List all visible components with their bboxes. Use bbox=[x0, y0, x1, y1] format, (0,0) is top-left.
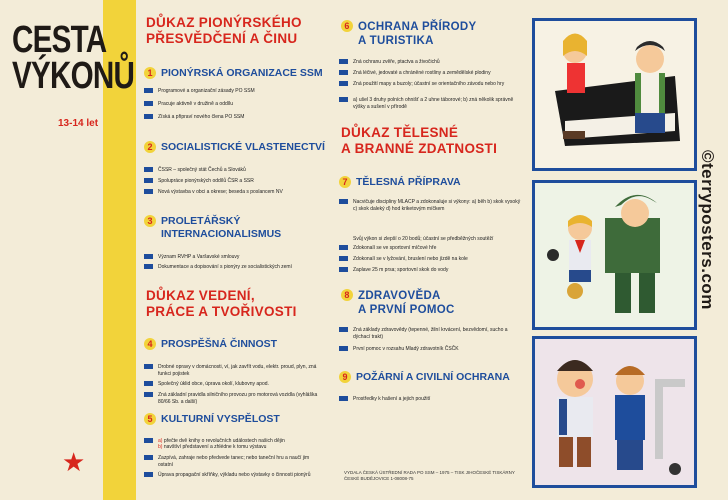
list-item: Zná léčivé, jedovaté a chráněné rostliny a zemědělské plodiny bbox=[339, 70, 523, 77]
section-number: 7 bbox=[339, 176, 351, 188]
list-item: Úprava propagační skříňky, výkladu nebo výstavky o činnosti pionýrů bbox=[144, 472, 323, 479]
list-item: První pomoc v rozsahu Mladý zdravotník ČSČK bbox=[339, 346, 523, 353]
section-label: PIONÝRSKÁ ORGANIZACE SSM bbox=[161, 67, 323, 79]
star-icon: ★ bbox=[62, 447, 86, 477]
section-number: 6 bbox=[341, 20, 353, 32]
list-item: Společný úklid obce, úprava okolí, klubovny apod. bbox=[144, 381, 323, 388]
section-4 bbox=[144, 338, 277, 351]
section-number: 9 bbox=[339, 371, 351, 383]
section-label: POŽÁRNÍ A CIVILNÍ OCHRANA bbox=[356, 371, 510, 383]
age-range: 13-14 let bbox=[58, 118, 99, 129]
section-label: ZDRAVOVĚDA bbox=[358, 290, 441, 302]
section-number: 1 bbox=[144, 67, 156, 79]
heading-line: PŘESVĚDČENÍ A ČINU bbox=[146, 31, 298, 46]
list-item: Význam RVHP a Varšavské smlouvy bbox=[144, 254, 318, 261]
list-item: Prostředky k hašení a jejich použití bbox=[339, 396, 523, 403]
section-label: TĚLESNÁ PŘÍPRAVA bbox=[356, 176, 461, 188]
list-item: Zná základní pravidla silničního provozu pro motorová vozidla (vyhláška 80/66 Sb. a další) bbox=[144, 392, 323, 405]
list-item: Nová výstavba v obci a okrese; beseda s poslancem NV bbox=[144, 189, 318, 196]
list-item: Zná použití mapy a buzoly; účastní se orientačního závodu nebo hry bbox=[339, 81, 523, 88]
list-item: Spolupráce pionýrských oddílů ČSR a SSR bbox=[144, 178, 318, 185]
list-item: b) navštíví představení a zhlédne k tomu výstavu bbox=[158, 444, 267, 450]
section-6 bbox=[341, 20, 476, 48]
heading-line: A BRANNÉ ZDATNOSTI bbox=[341, 141, 498, 156]
section-number: 5 bbox=[144, 413, 156, 425]
section-label: A TURISTIKA bbox=[358, 35, 434, 47]
list-item: a) ušel 3 druhy polních ohnišť a 2 uhne táborové; b) zná několik správně výšky a sušení v přírodě bbox=[339, 97, 523, 110]
list-item: Zdokonalí se ve sportovní míčové hře bbox=[339, 245, 523, 252]
imprint: VYDALA ČESKÁ ÚSTŘEDNÍ RADA PO SSM – 1975 – TISK JIHOČESKÉ TISKÁRNY ČESKÉ BUDĚJOVICE 1-08008-75 bbox=[344, 470, 515, 481]
illustration-scouts bbox=[532, 180, 697, 330]
heading-line: DŮKAZ PIONÝRSKÉHO bbox=[146, 15, 302, 30]
list-item: Svůj výkon si zlepší o 20 bodů; účastní se předběžných soutěží bbox=[353, 236, 494, 242]
section-label: A PRVNÍ POMOC bbox=[358, 304, 455, 316]
section-label: OCHRANA PŘÍRODY bbox=[358, 21, 477, 33]
section-number: 4 bbox=[144, 338, 156, 350]
title-line-2: VÝKONŮ bbox=[12, 55, 135, 97]
watermark-text: ©terryposters.com bbox=[698, 150, 717, 310]
illustration-plumbing bbox=[532, 336, 697, 488]
section-9 bbox=[339, 371, 510, 384]
heading-line: PRÁCE A TVOŘIVOSTI bbox=[146, 304, 297, 319]
section-3 bbox=[144, 215, 281, 241]
watermark bbox=[698, 150, 723, 370]
list-item: Zazpívá, zahraje nebo předvede tanec; nebo taneční hru a naučí jim ostatní bbox=[144, 455, 323, 468]
section-number: 8 bbox=[341, 289, 353, 301]
list-item: Zaplave 25 m prsa; sportovní skok do vody bbox=[339, 267, 523, 274]
section-label: PROLETÁŘSKÝ bbox=[161, 215, 241, 227]
list-item: Pracuje aktivně v družině a oddílu bbox=[144, 101, 318, 108]
section-2 bbox=[144, 141, 325, 154]
section-8 bbox=[341, 289, 455, 317]
title-line-1: CESTA bbox=[12, 19, 107, 61]
poster-title bbox=[12, 19, 135, 97]
heading-proof-fitness bbox=[341, 125, 497, 157]
list-item: Zná základy zdravovědy (tepenné, žilní krvácení, bezvědomí, sucho a dýchací trakt) bbox=[339, 327, 523, 340]
list-item: a) přečte dvě knihy o revolučních událostech našich dějin bbox=[144, 438, 323, 445]
list-item: Programové a organizační zásady PO SSM bbox=[144, 88, 318, 95]
illustration-music bbox=[532, 18, 697, 171]
heading-proof-conviction bbox=[146, 15, 302, 47]
list-item: Dokumentace a dopisování s pionýry ze socialistických zemí bbox=[144, 264, 318, 271]
section-label: PROSPĚŠNÁ ČINNOST bbox=[161, 338, 278, 350]
section-number: 2 bbox=[144, 141, 156, 153]
heading-line: DŮKAZ VEDENÍ, bbox=[146, 288, 255, 303]
section-5 bbox=[144, 413, 280, 426]
list-item: Zná ochranu zvěře, ptactva a živočichů bbox=[339, 59, 523, 66]
heading-line: DŮKAZ TĚLESNÉ bbox=[341, 125, 459, 140]
section-7 bbox=[339, 176, 461, 189]
heading-proof-leadership bbox=[146, 288, 297, 320]
section-1 bbox=[144, 67, 323, 80]
section-number: 3 bbox=[144, 215, 156, 227]
list-item: Nacvičuje discipliny MLACP a zdokonaluje si výkony: a) běh b) skok vysoký c) skok daleký d) hod kriketovým míčkem bbox=[339, 199, 523, 212]
list-item: Zdokonalí se v lyžování, bruslení nebo jízdě na kole bbox=[339, 256, 523, 263]
list-item: Drobné opravy v domácnosti, ví, jak zavřít vodu, elektr. proud, plyn, zná funkci pojistek bbox=[144, 364, 323, 377]
list-item: ČSSR – společný stát Čechů a Slováků bbox=[144, 167, 318, 174]
list-item: Získá a připraví nového člena PO SSM bbox=[144, 114, 318, 121]
section-label: INTERNACIONALISMUS bbox=[161, 228, 282, 240]
section-label: KULTURNÍ VYSPĚLOST bbox=[161, 413, 280, 425]
section-label: SOCIALISTICKÉ VLASTENECTVÍ bbox=[161, 141, 325, 153]
